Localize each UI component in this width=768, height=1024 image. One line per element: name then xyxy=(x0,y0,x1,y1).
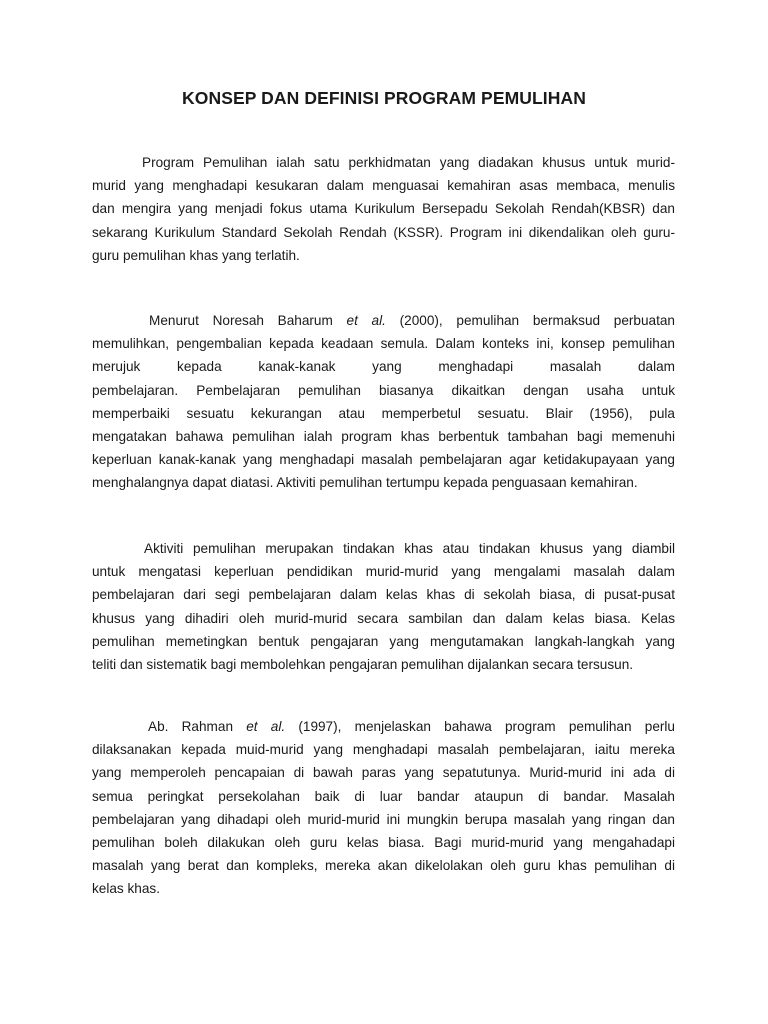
paragraph-line xyxy=(92,808,675,831)
line-text: pembelajaran yang dihadapi oleh murid-murid ini mungkin berupa masalah yang ringan dan xyxy=(92,811,675,827)
line-text: guru pemulihan khas yang terlatih. xyxy=(92,247,300,263)
line-text: yang memperoleh pencapaian di bawah paras yang sepatutunya. Murid-murid ini ada di xyxy=(92,765,675,781)
paragraph-line xyxy=(92,197,675,220)
line-text: Ab. Rahman et al. (1997), menjelaskan bahawa program pemulihan perlu xyxy=(148,719,675,734)
line-text: kelas khas. xyxy=(92,881,161,897)
paragraph-line xyxy=(92,332,675,355)
paragraph-line xyxy=(92,448,675,471)
line-text: sekarang Kurikulum Standard Sekolah Rendah (KSSR). Program ini dikendalikan oleh guru- xyxy=(92,224,675,240)
paragraph-line xyxy=(92,402,675,425)
paragraph-line xyxy=(92,174,675,197)
line-text: teliti dan sistematik bagi membolehkan pengajaran pemulihan dijalankan secara tersusun. xyxy=(92,656,634,672)
paragraph-line xyxy=(92,785,675,808)
line-text: dan mengira yang menjadi fokus utama Kurikulum Bersepadu Sekolah Rendah(KBSR) dan xyxy=(92,201,675,217)
paragraph-3 xyxy=(92,537,675,676)
document-title: KONSEP DAN DEFINISI PROGRAM PEMULIHAN xyxy=(182,88,586,108)
paragraph-line xyxy=(92,738,675,761)
paragraph-1 xyxy=(92,151,675,267)
line-text: Menurut Noresah Baharum et al. (2000), pemulihan bermaksud perbuatan xyxy=(149,313,675,328)
paragraph-line xyxy=(92,630,675,653)
line-text: untuk mengatasi keperluan pendidikan murid-murid yang mengalami masalah dalam xyxy=(92,564,675,580)
line-text: memulihkan, pengembalian kepada keadaan semula. Dalam konteks ini, konsep pemulihan xyxy=(92,336,675,352)
line-text: Aktiviti pemulihan merupakan tindakan khas atau tindakan khusus yang diambil xyxy=(144,541,675,556)
paragraph-line xyxy=(92,715,675,738)
line-text: masalah yang berat dan kompleks, mereka akan dikelolakan oleh guru khas pemulihan di xyxy=(92,858,675,874)
line-text: merujuk kepada kanak-kanak yang menghadapi masalah dalam xyxy=(92,359,675,375)
paragraph-4 xyxy=(92,715,675,901)
paragraph-line xyxy=(92,379,675,402)
paragraph-line xyxy=(92,761,675,784)
citation-et-al: et al. xyxy=(346,313,386,328)
paragraph-line xyxy=(92,560,675,583)
paragraph-line xyxy=(92,831,675,854)
paragraph-line xyxy=(92,355,675,378)
paragraph-line xyxy=(92,653,675,676)
paragraph-line xyxy=(92,583,675,606)
line-text: pembelajaran. Pembelajaran pemulihan biasanya dikaitkan dengan usaha untuk xyxy=(92,382,675,398)
line-text: Program Pemulihan ialah satu perkhidmatan yang diadakan khusus untuk murid- xyxy=(142,155,675,170)
paragraph-line xyxy=(92,151,675,174)
paragraph-line xyxy=(92,221,675,244)
line-text: khusus yang dihadiri oleh murid-murid secara sambilan dan dalam kelas biasa. Kelas xyxy=(92,610,675,626)
line-text: pembelajaran dari segi pembelajaran dalam kelas khas di sekolah biasa, di pusat-pusat xyxy=(92,587,675,603)
paragraph-line xyxy=(92,537,675,560)
paragraph-line xyxy=(92,425,675,448)
line-text: mengatakan bahawa pemulihan ialah program khas berbentuk tambahan bagi memenuhi xyxy=(92,428,675,444)
citation-et-al: et al. xyxy=(246,719,286,734)
paragraph-line xyxy=(92,607,675,630)
paragraph-line xyxy=(92,244,675,267)
line-text: memperbaiki sesuatu kekurangan atau memperbetul sesuatu. Blair (1956), pula xyxy=(92,405,675,421)
paragraph-line xyxy=(92,877,675,900)
line-text: pemulihan boleh dilakukan oleh guru kelas biasa. Bagi murid-murid yang mengahadapi xyxy=(92,834,675,850)
line-text: semua peringkat persekolahan baik di luar bandar ataupun di bandar. Masalah xyxy=(92,788,675,804)
paragraph-line xyxy=(92,309,675,332)
paragraph-line xyxy=(92,854,675,877)
line-text: murid yang menghadapi kesukaran dalam menguasai kemahiran asas membaca, menulis xyxy=(92,178,675,194)
paragraph-line xyxy=(92,471,675,494)
line-text: pemulihan memetingkan bentuk pengajaran yang mengutamakan langkah-langkah yang xyxy=(92,633,675,649)
paragraph-2 xyxy=(92,309,675,495)
line-text: dilaksanakan kepada muid-murid yang menghadapi masalah pembelajaran, iaitu mereka xyxy=(92,742,675,758)
line-text: menghalangnya dapat diatasi. Aktiviti pemulihan tertumpu kepada penguasaan kemahiran. xyxy=(92,475,638,491)
line-text: keperluan kanak-kanak yang menghadapi masalah pembelajaran agar ketidakupayaan yang xyxy=(92,452,675,468)
